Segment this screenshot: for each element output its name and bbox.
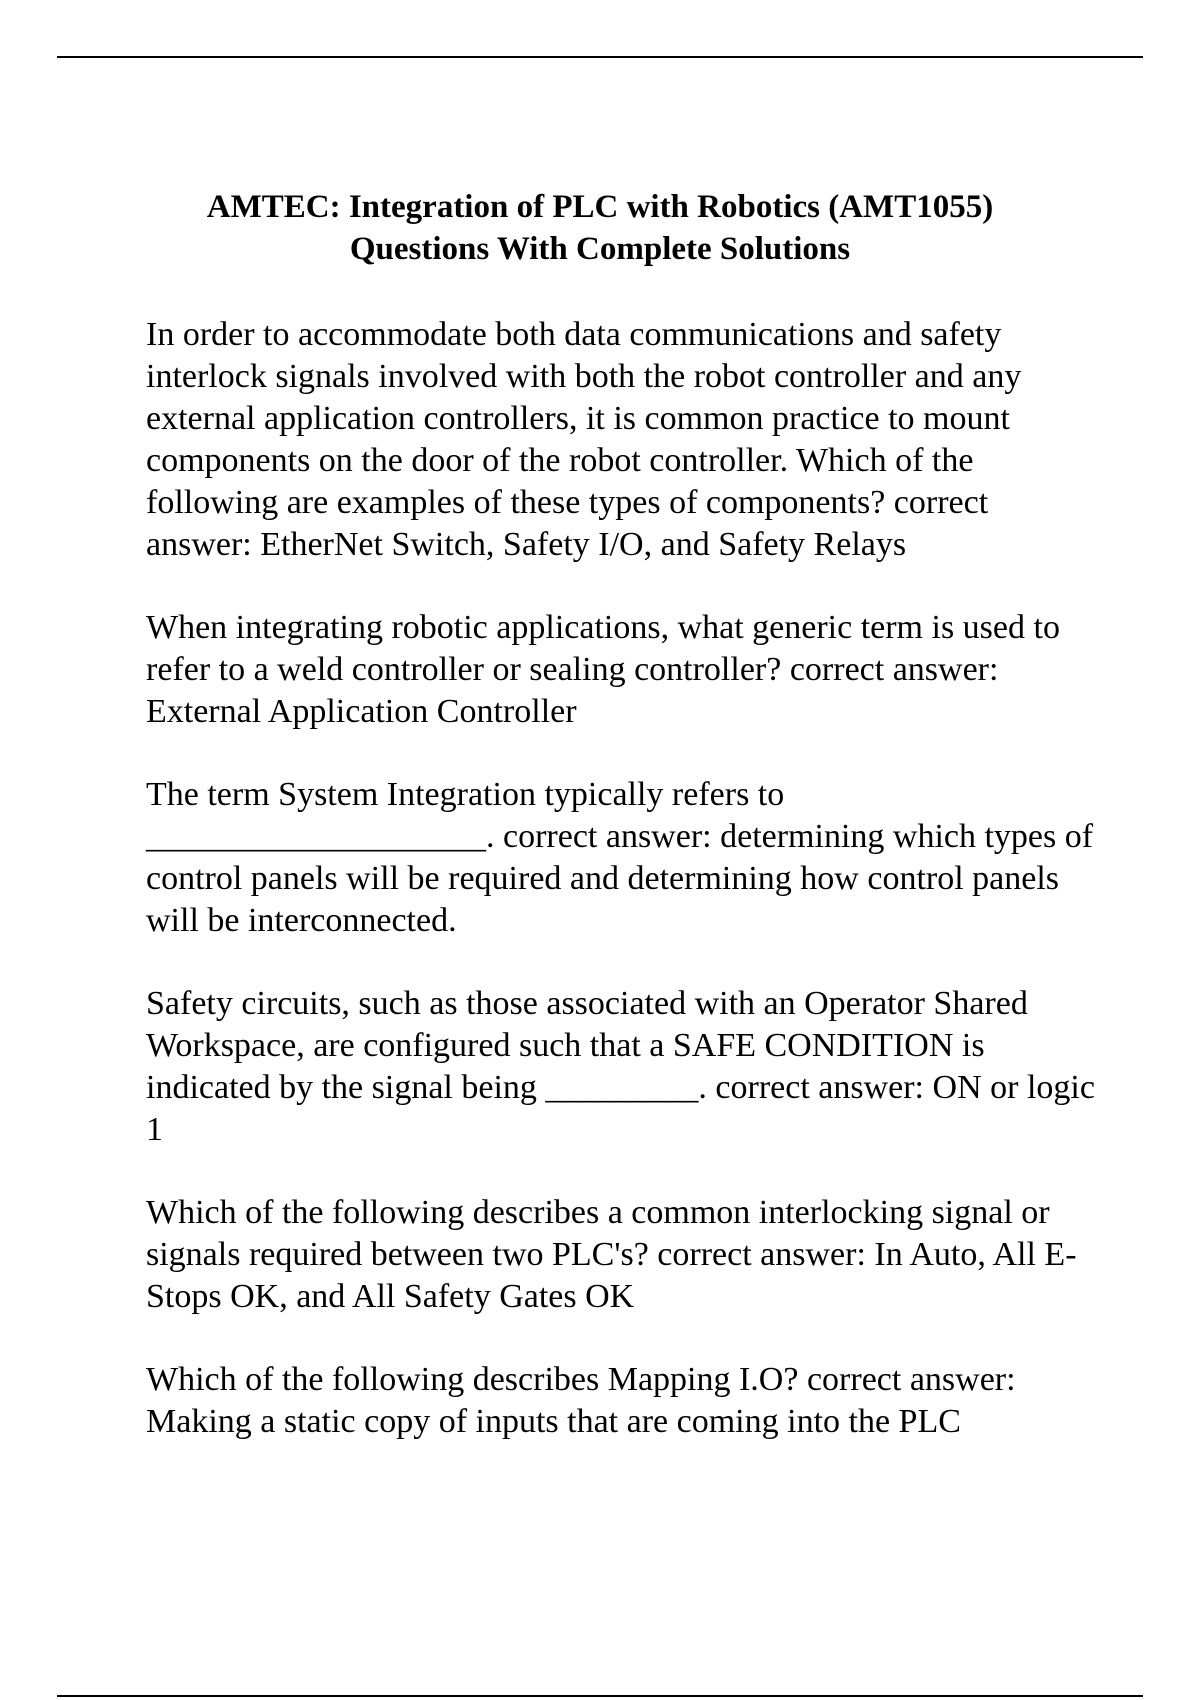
answer-label: correct answer: (806, 1361, 1016, 1398)
answer-label: correct answer: (503, 818, 712, 855)
qa-item-2 (146, 607, 1096, 733)
answer-text: EtherNet Switch, Safety I/O, and Safety Relays (260, 526, 907, 563)
answer-label: correct answer: (657, 1236, 866, 1273)
answer-label: correct answer: (146, 484, 997, 563)
answer-label: correct answer: (715, 1069, 925, 1106)
question-text: Safety circuits, such as those associated with an Operator Shared Workspace, are configured such that a SAFE CONDITION is indicated by the signal being _________. (146, 985, 1036, 1106)
qa-item-1 (146, 314, 1096, 566)
title-line-1: AMTEC: Integration of PLC with Robotics (AMT1055) (206, 189, 994, 225)
question-text: Which of the following describes a common interlocking signal or signals required between two PLC's? (146, 1194, 1059, 1273)
answer-text: determining which types of control panels will be required and determining how control panels will be interconnected. (146, 818, 1102, 939)
qa-item-6 (146, 1359, 1096, 1443)
question-text: Which of the following describes Mapping I.O? (146, 1361, 799, 1398)
qa-item-4 (146, 983, 1104, 1151)
question-text: The term System Integration typically refers to ____________________. (146, 776, 793, 855)
answer-text: Making a static copy of inputs that are coming into the PLC (146, 1403, 961, 1440)
qa-item-3 (146, 774, 1102, 942)
top-rule (57, 56, 1143, 58)
answer-label: correct answer: (789, 651, 999, 688)
bottom-rule (57, 1695, 1143, 1697)
answer-text: External Application Controller (146, 693, 577, 730)
title-line-2: Questions With Complete Solutions (349, 231, 851, 267)
qa-list (146, 314, 1104, 1484)
document-title (120, 186, 1080, 270)
qa-item-5 (146, 1192, 1096, 1318)
answer-text: In Auto, All E-Stops OK, and All Safety Gates OK (146, 1236, 1077, 1315)
answer-text: ON or logic 1 (146, 1069, 1104, 1148)
question-text: When integrating robotic applications, what generic term is used to refer to a weld controller or sealing controller? (146, 609, 1069, 688)
question-text: In order to accommodate both data communications and safety interlock signals involved with both the robot controller and any external application controllers, it is common practice to mount components on the door of the robot controller. Which of the following are examples of these types of components? (146, 316, 1030, 521)
